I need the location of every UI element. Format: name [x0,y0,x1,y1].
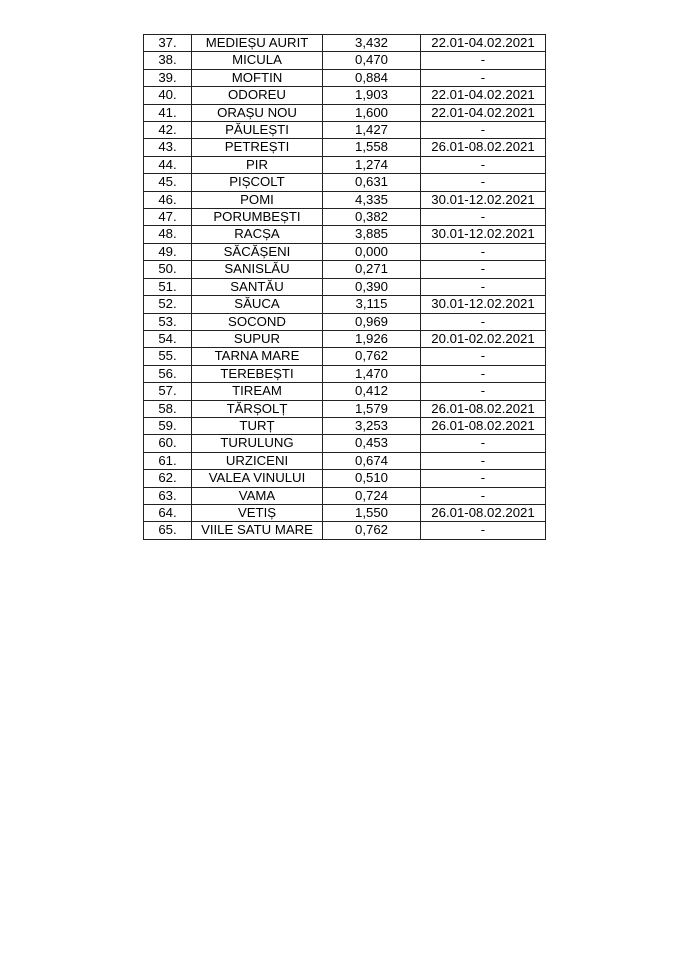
locality-name-cell: ODOREU [192,87,323,104]
table-row [144,348,546,365]
locality-name-cell: TURȚ [192,417,323,434]
period-cell: 30.01-12.02.2021 [421,191,546,208]
table-row [144,504,546,521]
row-number-cell: 65. [144,522,192,539]
table-row [144,330,546,347]
period-cell: - [421,278,546,295]
row-number-cell: 37. [144,35,192,52]
rate-value-cell: 1,579 [323,400,421,417]
rate-value-cell: 0,000 [323,243,421,260]
period-cell: 26.01-08.02.2021 [421,400,546,417]
row-number-cell: 49. [144,243,192,260]
table-row [144,435,546,452]
locality-name-cell: SANISLĂU [192,261,323,278]
table-row [144,52,546,69]
table-row [144,174,546,191]
period-cell: - [421,348,546,365]
locality-name-cell: PORUMBEȘTI [192,209,323,226]
locality-name-cell: MEDIEȘU AURIT [192,35,323,52]
rate-value-cell: 1,427 [323,122,421,139]
row-number-cell: 63. [144,487,192,504]
row-number-cell: 59. [144,417,192,434]
rate-value-cell: 0,674 [323,452,421,469]
table-row [144,122,546,139]
period-cell: - [421,243,546,260]
rate-value-cell: 0,453 [323,435,421,452]
table-row [144,452,546,469]
rate-value-cell: 0,631 [323,174,421,191]
rate-value-cell: 3,432 [323,35,421,52]
rate-value-cell: 1,470 [323,365,421,382]
table-row [144,104,546,121]
locality-name-cell: VETIȘ [192,504,323,521]
rate-value-cell: 3,885 [323,226,421,243]
period-cell: 26.01-08.02.2021 [421,504,546,521]
locality-name-cell: URZICENI [192,452,323,469]
table-row [144,365,546,382]
rate-value-cell: 0,271 [323,261,421,278]
row-number-cell: 54. [144,330,192,347]
period-cell: - [421,122,546,139]
table-row [144,522,546,539]
rate-value-cell: 1,558 [323,139,421,156]
table-row [144,35,546,52]
table-row [144,87,546,104]
table-row [144,156,546,173]
locality-name-cell: SANTĂU [192,278,323,295]
period-cell: - [421,435,546,452]
rate-value-cell: 0,470 [323,52,421,69]
row-number-cell: 53. [144,313,192,330]
row-number-cell: 44. [144,156,192,173]
table-row [144,243,546,260]
locality-name-cell: TIREAM [192,383,323,400]
localities-table [143,34,546,540]
rate-value-cell: 0,762 [323,522,421,539]
row-number-cell: 42. [144,122,192,139]
row-number-cell: 55. [144,348,192,365]
locality-name-cell: VALEA VINULUI [192,470,323,487]
locality-name-cell: POMI [192,191,323,208]
table-row [144,313,546,330]
row-number-cell: 58. [144,400,192,417]
table-body [144,35,546,540]
rate-value-cell: 0,390 [323,278,421,295]
row-number-cell: 47. [144,209,192,226]
locality-name-cell: TEREBEȘTI [192,365,323,382]
row-number-cell: 48. [144,226,192,243]
locality-name-cell: TARNA MARE [192,348,323,365]
locality-name-cell: ORAȘU NOU [192,104,323,121]
row-number-cell: 45. [144,174,192,191]
period-cell: - [421,174,546,191]
period-cell: - [421,69,546,86]
period-cell: 26.01-08.02.2021 [421,139,546,156]
locality-name-cell: PIR [192,156,323,173]
locality-name-cell: SUPUR [192,330,323,347]
period-cell: 22.01-04.02.2021 [421,87,546,104]
row-number-cell: 64. [144,504,192,521]
rate-value-cell: 0,969 [323,313,421,330]
row-number-cell: 39. [144,69,192,86]
table-row [144,296,546,313]
rate-value-cell: 0,884 [323,69,421,86]
period-cell: - [421,261,546,278]
row-number-cell: 61. [144,452,192,469]
table-row [144,487,546,504]
locality-name-cell: PIȘCOLT [192,174,323,191]
row-number-cell: 41. [144,104,192,121]
row-number-cell: 57. [144,383,192,400]
rate-value-cell: 1,274 [323,156,421,173]
row-number-cell: 43. [144,139,192,156]
period-cell: 26.01-08.02.2021 [421,417,546,434]
rate-value-cell: 0,382 [323,209,421,226]
row-number-cell: 60. [144,435,192,452]
rate-value-cell: 0,724 [323,487,421,504]
period-cell: - [421,470,546,487]
rate-value-cell: 0,762 [323,348,421,365]
table-row [144,226,546,243]
period-cell: 22.01-04.02.2021 [421,104,546,121]
rate-value-cell: 1,600 [323,104,421,121]
row-number-cell: 51. [144,278,192,295]
table-row [144,191,546,208]
rate-value-cell: 1,903 [323,87,421,104]
period-cell: 20.01-02.02.2021 [421,330,546,347]
period-cell: - [421,452,546,469]
locality-name-cell: MICULA [192,52,323,69]
table-row [144,139,546,156]
period-cell: - [421,313,546,330]
period-cell: 30.01-12.02.2021 [421,296,546,313]
period-cell: 30.01-12.02.2021 [421,226,546,243]
rate-value-cell: 0,510 [323,470,421,487]
table-row [144,417,546,434]
period-cell: - [421,156,546,173]
row-number-cell: 50. [144,261,192,278]
row-number-cell: 46. [144,191,192,208]
period-cell: 22.01-04.02.2021 [421,35,546,52]
locality-name-cell: VIILE SATU MARE [192,522,323,539]
rate-value-cell: 4,335 [323,191,421,208]
table-row [144,383,546,400]
row-number-cell: 56. [144,365,192,382]
rate-value-cell: 3,115 [323,296,421,313]
table-row [144,400,546,417]
row-number-cell: 52. [144,296,192,313]
period-cell: - [421,522,546,539]
locality-name-cell: MOFTIN [192,69,323,86]
table-row [144,261,546,278]
locality-name-cell: SĂUCA [192,296,323,313]
table-row [144,69,546,86]
row-number-cell: 40. [144,87,192,104]
locality-name-cell: TURULUNG [192,435,323,452]
row-number-cell: 38. [144,52,192,69]
rate-value-cell: 0,412 [323,383,421,400]
period-cell: - [421,209,546,226]
table-row [144,209,546,226]
locality-name-cell: VAMA [192,487,323,504]
rate-value-cell: 1,550 [323,504,421,521]
locality-name-cell: PETREȘTI [192,139,323,156]
table-row [144,278,546,295]
period-cell: - [421,52,546,69]
locality-name-cell: RACȘA [192,226,323,243]
rate-value-cell: 1,926 [323,330,421,347]
row-number-cell: 62. [144,470,192,487]
locality-name-cell: SĂCĂȘENI [192,243,323,260]
locality-name-cell: PĂULEȘTI [192,122,323,139]
period-cell: - [421,383,546,400]
period-cell: - [421,487,546,504]
locality-name-cell: TĂRȘOLȚ [192,400,323,417]
rate-value-cell: 3,253 [323,417,421,434]
table-row [144,470,546,487]
locality-name-cell: SOCOND [192,313,323,330]
period-cell: - [421,365,546,382]
